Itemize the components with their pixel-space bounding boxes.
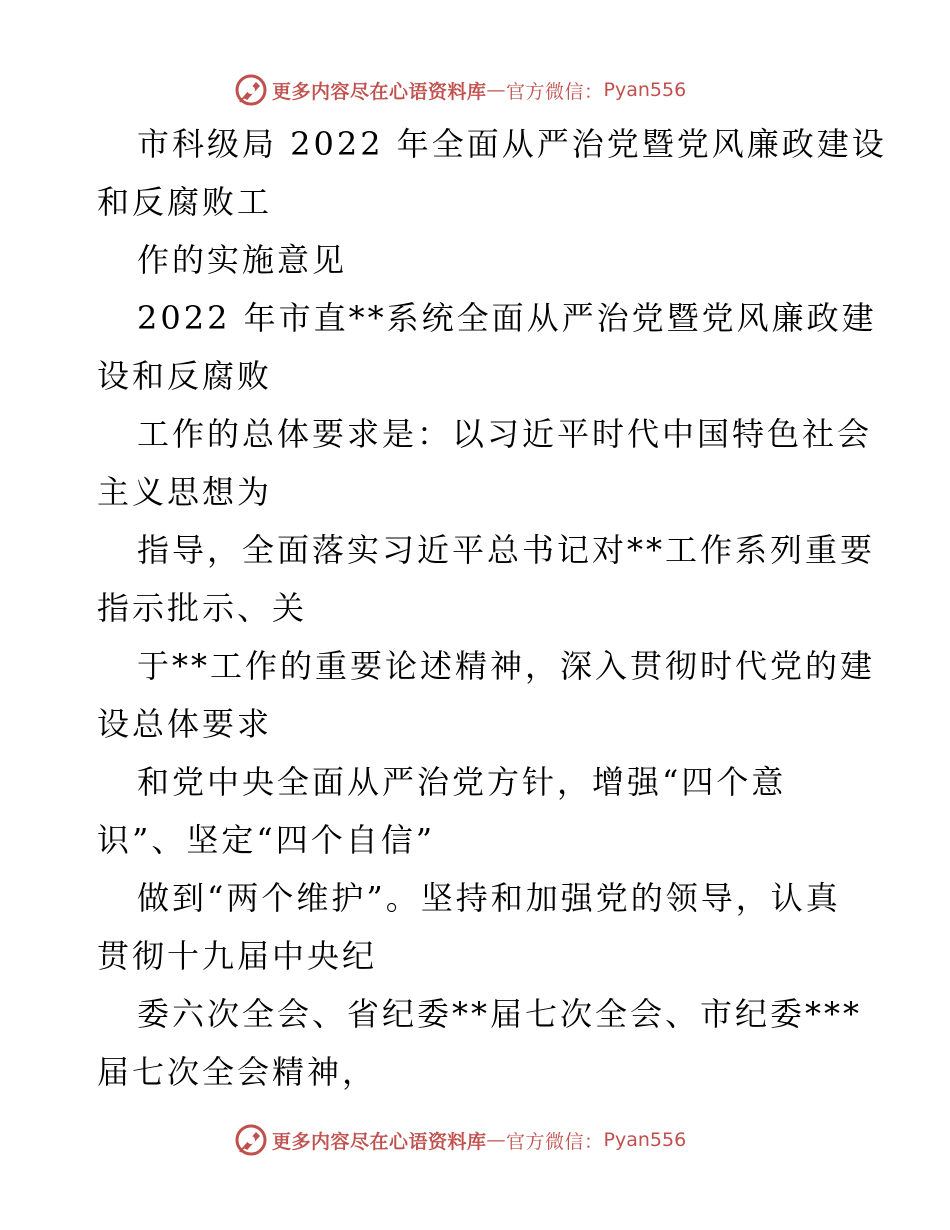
paragraph-line: 委六次全会、省纪委**届七次全会、市纪委*** [137,995,863,1033]
paragraph-line: 设总体要求 [97,705,273,743]
paragraph-line: 做到“两个维护”。坚持和加强党的领导，认真 [137,879,841,917]
paragraph-line: 2022 年市直**系统全面从严治党暨党风廉政建 [137,299,877,337]
paragraph-line: 识”、坚定“四个自信” [97,821,436,859]
paragraph-line: 于**工作的重要论述精神，深入贯彻时代党的建 [137,647,876,685]
paragraph-line: 主义思想为 [97,473,273,511]
footer-dash: — [486,1129,507,1151]
title-line-2: 和反腐败工 [97,183,273,221]
header-dash: — [486,79,507,101]
header-promo-text: 更多内容尽在心语资料库 [272,80,487,103]
header-wechat-label: 官方微信： [506,80,604,103]
document-body [97,124,887,1110]
ink-pen-logo-icon [234,1123,268,1157]
ink-pen-logo-icon [234,73,268,107]
footer-promo-text: 更多内容尽在心语资料库 [272,1130,487,1153]
paragraph-line: 指导，全面落实习近平总书记对**工作系列重要 [137,531,876,569]
title-line-1: 市科级局 2022 年全面从严治党暨党风廉政建设 [137,125,887,163]
paragraph-line: 工作的总体要求是：以习近平时代中国特色社会 [137,415,873,453]
paragraph-line: 设和反腐败 [97,357,273,395]
paragraph-line: 和党中央全面从严治党方针，增强“四个意 [137,763,787,801]
footer-wechat-label: 官方微信： [506,1130,604,1153]
footer-banner [234,1120,686,1160]
title-line-3: 作的实施意见 [137,241,348,279]
header-banner [234,70,686,110]
paragraph-line: 届七次全会精神， [97,1053,378,1091]
paragraph-line: 指示批示、关 [97,589,308,627]
footer-wechat-id: Pyan556 [603,1129,687,1151]
paragraph-line: 贯彻十九届中央纪 [97,937,378,975]
header-wechat-id: Pyan556 [603,79,687,101]
